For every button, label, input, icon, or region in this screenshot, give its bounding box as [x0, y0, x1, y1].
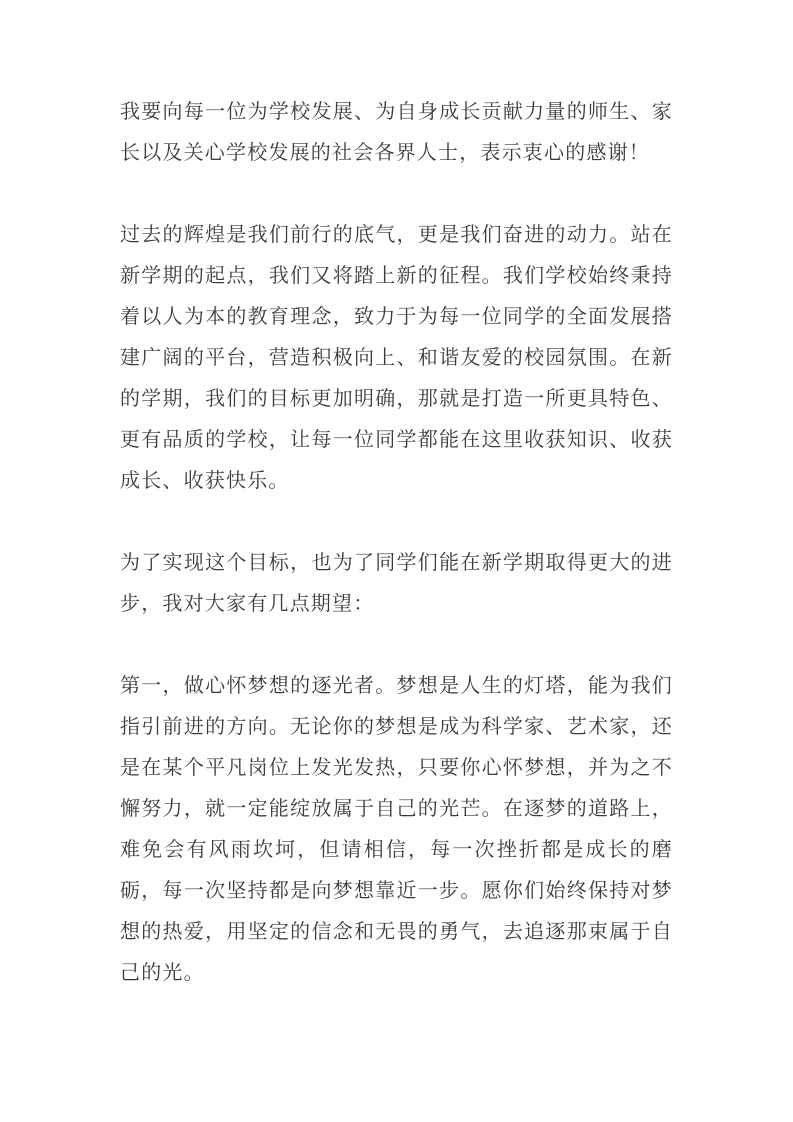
paragraph-thanks: 我要向每一位为学校发展、为自身成长贡献力量的师生、家长以及关心学校发展的社会各界人士，表示衷心的感谢！ [120, 101, 673, 164]
paragraph-expectations-intro: 为了实现这个目标，也为了同学们能在新学期取得更大的进步，我对大家有几点期望： [120, 552, 673, 615]
paragraph-first-expectation-dream: 第一，做心怀梦想的逐光者。梦想是人生的灯塔，能为我们指引前进的方向。无论你的梦想是成为科学家、艺术家，还是在某个平凡岗位上发光发热，只要你心怀梦想，并为之不懈努力，就一定能绽放属于自己的光芒。在逐梦的道路上，难免会有风雨坎坷，但请相信，每一次挫折都是成长的磨砺，每一次坚持都是向梦想靠近一步。愿你们始终保持对梦想的热爱，用坚定的信念和无畏的勇气，去追逐那束属于自己的光。 [120, 675, 673, 984]
paragraph-school-vision: 过去的辉煌是我们前行的底气，更是我们奋进的动力。站在新学期的起点，我们又将踏上新的征程。我们学校始终秉持着以人为本的教育理念，致力于为每一位同学的全面发展搭建广阔的平台，营造积极向上、和谐友爱的校园氛围。在新的学期，我们的目标更加明确，那就是打造一所更具特色、更有品质的学校，让每一位同学都能在这里收获知识、收获成长、收获快乐。 [120, 224, 673, 492]
